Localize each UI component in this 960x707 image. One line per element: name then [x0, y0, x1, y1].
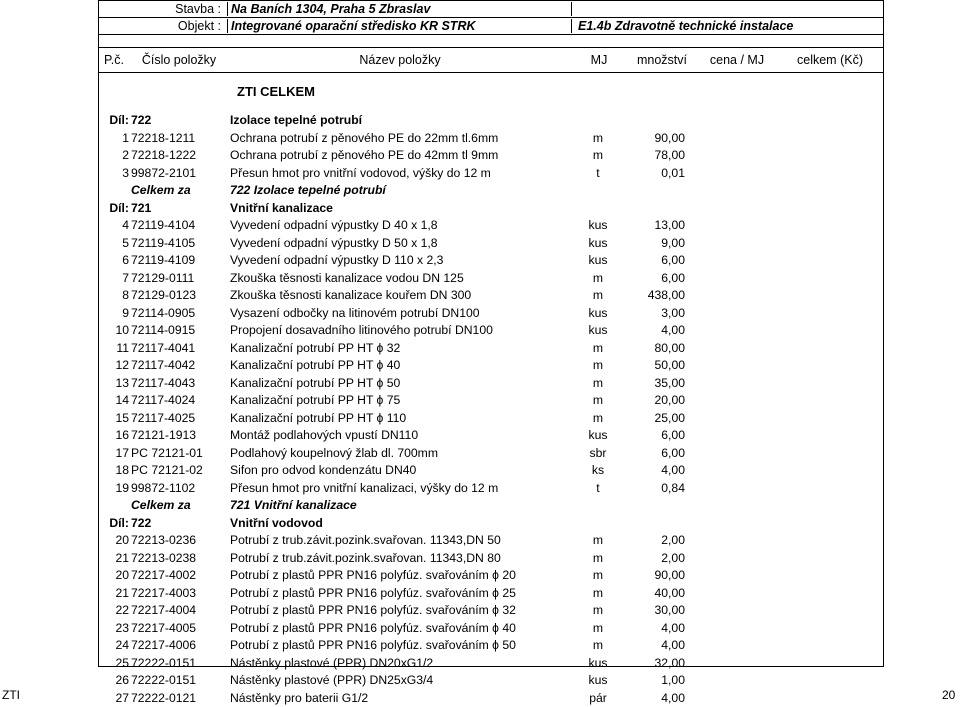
- row-unit: kus: [573, 305, 623, 323]
- row-number: Díl:: [105, 112, 129, 130]
- table-row: [99, 462, 883, 480]
- row-quantity: 0,01: [625, 165, 685, 183]
- row-name: Vysazení odbočky na litinovém potrubí DN100: [230, 305, 480, 323]
- row-number: 3: [105, 165, 129, 183]
- row-quantity: 80,00: [625, 340, 685, 358]
- table-row: [99, 357, 883, 375]
- col-total: celkem (Kč): [777, 53, 883, 67]
- row-name: Přesun hmot pro vnitřní vodovod, výšky do 12 m: [230, 165, 491, 183]
- row-code: PC 72121-02: [131, 462, 203, 480]
- objekt-value: Integrované oparační středisko KR STRK: [227, 19, 572, 33]
- row-quantity: 32,00: [625, 655, 685, 673]
- row-number: 25: [105, 655, 129, 673]
- row-quantity: 0,84: [625, 480, 685, 498]
- row-unit: t: [573, 165, 623, 183]
- col-mj: MJ: [571, 53, 627, 67]
- row-code: 72121-1913: [131, 427, 196, 445]
- col-name: Název položky: [229, 53, 571, 67]
- row-number: Díl:: [105, 515, 129, 533]
- row-quantity: 4,00: [625, 690, 685, 707]
- table-row: [99, 252, 883, 270]
- table-row: [99, 550, 883, 568]
- row-number: 7: [105, 270, 129, 288]
- row-name: Kanalizační potrubí PP HT ϕ 50: [230, 375, 400, 393]
- row-name: Ochrana potrubí z pěnového PE do 22mm tl.6mm: [230, 130, 498, 148]
- row-name: Vnitřní vodovod: [230, 515, 323, 533]
- row-number: 20: [105, 532, 129, 550]
- table-row: [99, 427, 883, 445]
- row-number: 14: [105, 392, 129, 410]
- table-row: [99, 112, 883, 130]
- row-name: 722 Izolace tepelné potrubí: [230, 182, 386, 200]
- table-row: [99, 392, 883, 410]
- document-header: [98, 0, 884, 35]
- row-name: Sifon pro odvod kondenzátu DN40: [230, 462, 416, 480]
- row-number: 13: [105, 375, 129, 393]
- table-row: [99, 497, 883, 515]
- row-name: Nástěnky plastové (PPR) DN20xG1/2: [230, 655, 433, 673]
- row-code: 72213-0238: [131, 550, 196, 568]
- row-name: Vyvedení odpadní výpustky D 50 x 1,8: [230, 235, 438, 253]
- row-quantity: 4,00: [625, 620, 685, 638]
- row-unit: m: [573, 375, 623, 393]
- table-row: [99, 410, 883, 428]
- row-unit: kus: [573, 655, 623, 673]
- table-row: [99, 200, 883, 218]
- col-pc: P.č.: [99, 53, 129, 67]
- row-code: 72217-4002: [131, 567, 196, 585]
- table-row: [99, 480, 883, 498]
- row-quantity: 6,00: [625, 427, 685, 445]
- row-number: 20: [105, 567, 129, 585]
- row-name: Nástěnky plastové (PPR) DN25xG3/4: [230, 672, 433, 690]
- row-number: Díl:: [105, 200, 129, 218]
- row-unit: t: [573, 480, 623, 498]
- row-name: Kanalizační potrubí PP HT ϕ 110: [230, 410, 406, 428]
- table-row: [99, 602, 883, 620]
- row-name: Potrubí z plastů PPR PN16 polyfúz. svařováním ϕ 50: [230, 637, 516, 655]
- row-quantity: 25,00: [625, 410, 685, 428]
- row-quantity: 1,00: [625, 672, 685, 690]
- row-name: Kanalizační potrubí PP HT ϕ 40: [230, 357, 400, 375]
- row-code: 72119-4105: [131, 235, 195, 253]
- row-unit: m: [573, 637, 623, 655]
- row-name: Potrubí z trub.závit.pozink.svařovan. 11343,DN 80: [230, 550, 501, 568]
- row-quantity: 2,00: [625, 532, 685, 550]
- row-number: 12: [105, 357, 129, 375]
- row-unit: kus: [573, 322, 623, 340]
- row-unit: kus: [573, 672, 623, 690]
- table-row: [99, 130, 883, 148]
- stavba-value: Na Baních 1304, Praha 5 Zbraslav: [227, 2, 572, 16]
- row-number: 6: [105, 252, 129, 270]
- row-code: 72213-0236: [131, 532, 196, 550]
- row-name: Potrubí z plastů PPR PN16 polyfúz. svařováním ϕ 32: [230, 602, 516, 620]
- row-name: Ochrana potrubí z pěnového PE do 42mm tl 9mm: [230, 147, 498, 165]
- table-row: [99, 165, 883, 183]
- row-name: Vnitřní kanalizace: [230, 200, 333, 218]
- row-unit: kus: [573, 235, 623, 253]
- table-row: [99, 147, 883, 165]
- row-name: Potrubí z plastů PPR PN16 polyfúz. svařováním ϕ 20: [230, 567, 516, 585]
- row-number: 17: [105, 445, 129, 463]
- table-row: [99, 445, 883, 463]
- row-unit: kus: [573, 252, 623, 270]
- col-code: Číslo položky: [129, 53, 229, 67]
- table-row: [99, 690, 883, 707]
- row-number: 2: [105, 147, 129, 165]
- row-number: 4: [105, 217, 129, 235]
- row-unit: m: [573, 602, 623, 620]
- row-name: Nástěnky pro baterii G1/2: [230, 690, 368, 707]
- row-unit: m: [573, 567, 623, 585]
- row-quantity: 20,00: [625, 392, 685, 410]
- row-unit: m: [573, 270, 623, 288]
- row-unit: m: [573, 410, 623, 428]
- row-quantity: 13,00: [625, 217, 685, 235]
- row-code: PC 72121-01: [131, 445, 203, 463]
- row-unit: m: [573, 340, 623, 358]
- row-unit: m: [573, 357, 623, 375]
- row-number: 26: [105, 672, 129, 690]
- table-body: [98, 72, 884, 667]
- row-quantity: 78,00: [625, 147, 685, 165]
- objekt-right: E1.4b Zdravotně technické instalace: [572, 19, 793, 33]
- row-number: 16: [105, 427, 129, 445]
- row-name: Izolace tepelné potrubí: [230, 112, 362, 130]
- stavba-row: [99, 1, 883, 17]
- row-name: Vyvedení odpadní výpustky D 110 x 2,3: [230, 252, 443, 270]
- column-header: [98, 47, 884, 73]
- row-code: 721: [131, 200, 151, 218]
- row-unit: m: [573, 620, 623, 638]
- table-row: [99, 217, 883, 235]
- row-name: Potrubí z trub.závit.pozink.svařovan. 11343,DN 50: [230, 532, 501, 550]
- header-spacer: [98, 32, 884, 47]
- row-number: 27: [105, 690, 129, 707]
- footer-left: ZTI: [2, 688, 20, 702]
- rows-container: [99, 112, 883, 707]
- table-row: [99, 235, 883, 253]
- row-number: 18: [105, 462, 129, 480]
- row-number: 8: [105, 287, 129, 305]
- row-number: 22: [105, 602, 129, 620]
- row-code: 72117-4043: [131, 375, 195, 393]
- row-quantity: 438,00: [625, 287, 685, 305]
- table-row: [99, 672, 883, 690]
- row-code: 72222-0151: [131, 655, 196, 673]
- row-name: Přesun hmot pro vnitřní kanalizaci, výšky do 12 m: [230, 480, 498, 498]
- row-code: 72217-4005: [131, 620, 196, 638]
- row-code: 72117-4024: [131, 392, 195, 410]
- row-code: 72218-1211: [131, 130, 195, 148]
- row-unit: ks: [573, 462, 623, 480]
- col-price: cena / MJ: [697, 53, 777, 67]
- row-unit: m: [573, 550, 623, 568]
- row-name: Potrubí z plastů PPR PN16 polyfúz. svařováním ϕ 40: [230, 620, 516, 638]
- table-row: [99, 620, 883, 638]
- table-row: [99, 567, 883, 585]
- row-code: 72217-4003: [131, 585, 196, 603]
- row-name: Podlahový koupelnový žlab dl. 700mm: [230, 445, 438, 463]
- col-qty: množství: [627, 53, 697, 67]
- row-name: Kanalizační potrubí PP HT ϕ 32: [230, 340, 400, 358]
- row-unit: m: [573, 147, 623, 165]
- objekt-label: Objekt :: [99, 19, 227, 33]
- row-quantity: 40,00: [625, 585, 685, 603]
- table-row: [99, 585, 883, 603]
- row-code: 99872-1102: [131, 480, 195, 498]
- row-code: 722: [131, 112, 151, 130]
- row-code: 72218-1222: [131, 147, 196, 165]
- row-number: 19: [105, 480, 129, 498]
- row-quantity: 6,00: [625, 252, 685, 270]
- row-code: 72117-4025: [131, 410, 195, 428]
- row-quantity: 4,00: [625, 637, 685, 655]
- section-title: ZTI CELKEM: [237, 84, 315, 99]
- row-name: Propojení dosavadního litinového potrubí DN100: [230, 322, 493, 340]
- row-code: 72217-4004: [131, 602, 196, 620]
- row-name: Zkouška těsnosti kanalizace kouřem DN 300: [230, 287, 471, 305]
- row-quantity: 9,00: [625, 235, 685, 253]
- row-code: 72129-0123: [131, 287, 196, 305]
- row-number: 23: [105, 620, 129, 638]
- table-row: [99, 532, 883, 550]
- row-unit: sbr: [573, 445, 623, 463]
- row-code: 72117-4042: [131, 357, 195, 375]
- row-number: 11: [105, 340, 129, 358]
- row-quantity: 4,00: [625, 322, 685, 340]
- row-name: Potrubí z plastů PPR PN16 polyfúz. svařováním ϕ 25: [230, 585, 516, 603]
- row-code: 72222-0151: [131, 672, 196, 690]
- row-quantity: 30,00: [625, 602, 685, 620]
- footer-page-number: 20: [942, 688, 955, 702]
- row-name: 721 Vnitřní kanalizace: [230, 497, 357, 515]
- row-quantity: 2,00: [625, 550, 685, 568]
- row-code: 72119-4109: [131, 252, 195, 270]
- table-row: [99, 515, 883, 533]
- row-code: Celkem za: [131, 182, 191, 200]
- row-unit: m: [573, 392, 623, 410]
- row-number: 21: [105, 585, 129, 603]
- row-name: Montáž podlahových vpustí DN110: [230, 427, 418, 445]
- row-unit: m: [573, 532, 623, 550]
- row-code: 72117-4041: [131, 340, 195, 358]
- row-unit: kus: [573, 217, 623, 235]
- row-code: 99872-2101: [131, 165, 196, 183]
- row-unit: m: [573, 585, 623, 603]
- row-code: 72217-4006: [131, 637, 196, 655]
- row-code: 72114-0915: [131, 322, 195, 340]
- stavba-label: Stavba :: [99, 2, 227, 16]
- row-number: 24: [105, 637, 129, 655]
- table-row: [99, 287, 883, 305]
- table-row: [99, 375, 883, 393]
- row-quantity: 90,00: [625, 130, 685, 148]
- table-row: [99, 305, 883, 323]
- row-number: 5: [105, 235, 129, 253]
- table-row: [99, 270, 883, 288]
- row-number: 15: [105, 410, 129, 428]
- table-row: [99, 340, 883, 358]
- table-row: [99, 637, 883, 655]
- row-quantity: 90,00: [625, 567, 685, 585]
- row-code: 722: [131, 515, 151, 533]
- row-code: 72114-0905: [131, 305, 195, 323]
- table-row: [99, 655, 883, 673]
- row-code: 72119-4104: [131, 217, 195, 235]
- row-code: 72222-0121: [131, 690, 196, 707]
- row-quantity: 6,00: [625, 270, 685, 288]
- row-quantity: 3,00: [625, 305, 685, 323]
- row-quantity: 35,00: [625, 375, 685, 393]
- row-quantity: 50,00: [625, 357, 685, 375]
- row-number: 21: [105, 550, 129, 568]
- row-name: Kanalizační potrubí PP HT ϕ 75: [230, 392, 400, 410]
- row-number: 10: [105, 322, 129, 340]
- row-unit: m: [573, 130, 623, 148]
- row-unit: pár: [573, 690, 623, 707]
- table-row: [99, 322, 883, 340]
- table-row: [99, 182, 883, 200]
- row-quantity: 4,00: [625, 462, 685, 480]
- row-name: Zkouška těsnosti kanalizace vodou DN 125: [230, 270, 464, 288]
- row-name: Vyvedení odpadní výpustky D 40 x 1,8: [230, 217, 438, 235]
- row-quantity: 6,00: [625, 445, 685, 463]
- row-code: 72129-0111: [131, 270, 194, 288]
- row-number: 1: [105, 130, 129, 148]
- row-number: 9: [105, 305, 129, 323]
- row-unit: m: [573, 287, 623, 305]
- row-unit: kus: [573, 427, 623, 445]
- row-code: Celkem za: [131, 497, 191, 515]
